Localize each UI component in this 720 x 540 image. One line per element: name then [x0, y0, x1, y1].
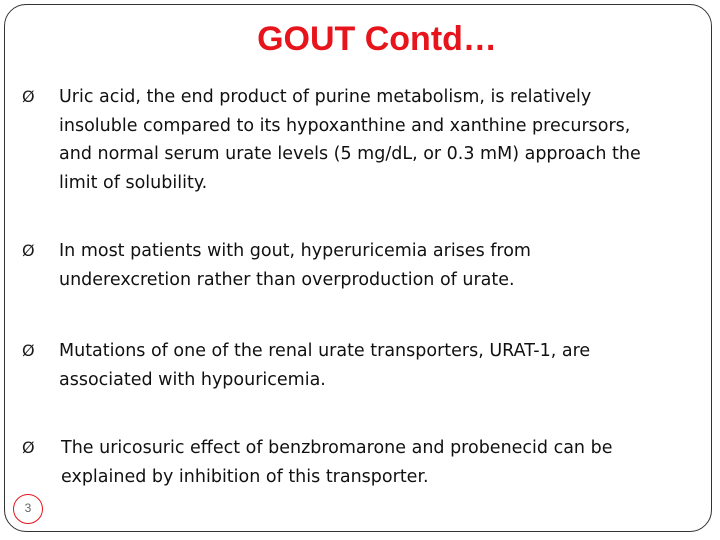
slide-title: GOUT Contd… — [257, 20, 497, 58]
bullet-line: limit of solubility. — [59, 172, 208, 193]
bullet-line: underexcretion rather than overproduction of urate. — [59, 269, 515, 290]
bullet-line: In most patients with gout, hyperuricemia arises from — [59, 241, 531, 261]
bullet-text — [59, 83, 712, 197]
bullet-arrow-icon: Ø — [22, 438, 35, 457]
bullet-text — [61, 434, 712, 491]
bullet-arrow-icon: Ø — [22, 341, 35, 360]
bullet-text — [59, 237, 712, 294]
bullet-line: The uricosuric effect of benzbromarone and probenecid can be — [61, 438, 613, 458]
bullet-line: insoluble compared to its hypoxanthine and xanthine precursors, — [59, 115, 631, 136]
bullet-item-urat1-mutations — [22, 337, 712, 394]
bullet-line: associated with hypouricemia. — [59, 369, 326, 390]
bullet-arrow-icon: Ø — [22, 87, 35, 106]
bullet-text — [59, 337, 712, 394]
bullet-line: Uric acid, the end product of purine metabolism, is relatively — [59, 87, 592, 107]
bullet-arrow-icon: Ø — [22, 241, 35, 260]
bullet-item-hyperuricemia — [22, 237, 712, 294]
bullet-item-uricosuric-effect — [22, 434, 712, 491]
bullet-item-uric-acid — [22, 83, 712, 197]
bullet-line: Mutations of one of the renal urate transporters, URAT-1, are — [59, 341, 591, 361]
bullet-line: explained by inhibition of this transporter. — [61, 466, 429, 487]
bullet-line: and normal serum urate levels (5 mg/dL, or 0.3 mM) approach the — [59, 144, 641, 164]
slide-number-badge: 3 — [13, 494, 43, 524]
